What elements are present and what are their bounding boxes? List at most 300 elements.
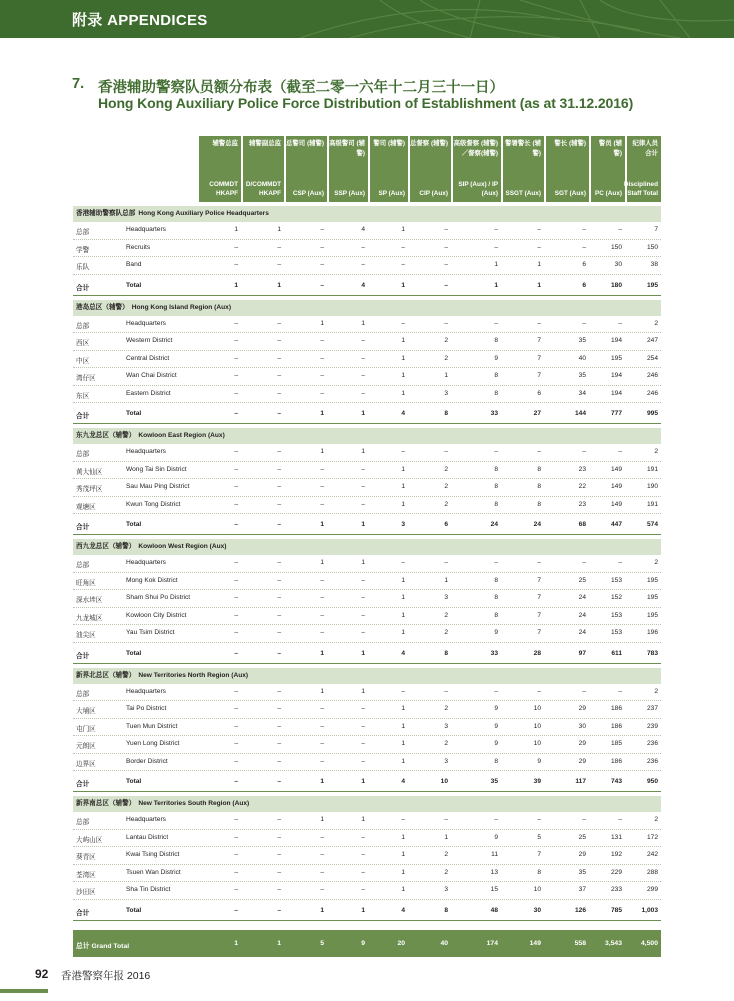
cell-value: –	[444, 319, 448, 327]
cell-value: 247	[646, 337, 658, 344]
column-header-zh: 高级警司 (辅警)	[329, 140, 365, 157]
total-label-en: Total	[126, 281, 142, 289]
cell-value: 7	[537, 372, 541, 379]
column-header-en: Disciplined Staff Total	[623, 181, 658, 197]
section-header	[73, 539, 661, 555]
cell-value: –	[361, 833, 365, 841]
cell-value: –	[361, 886, 365, 893]
cell-value: 1	[444, 576, 448, 584]
cell-value: –	[361, 629, 365, 636]
cell-value: 2	[444, 465, 448, 473]
column-header-en: PC (Aux)	[595, 190, 622, 197]
cell-value: 7	[654, 226, 658, 233]
column-header-zh: 总警司 (辅警)	[286, 140, 324, 147]
row-label-en: Wong Tai Sin District	[126, 465, 187, 473]
section-header	[73, 668, 661, 684]
cell-value: –	[277, 483, 281, 490]
cell-value: 24	[578, 629, 586, 636]
cell-value: 3	[444, 722, 448, 730]
cell-value: 1	[401, 372, 405, 379]
cell-value: 186	[610, 757, 622, 765]
cell-value: 2	[444, 337, 448, 344]
cell-value: –	[234, 629, 238, 636]
cell-value: –	[234, 465, 238, 473]
grand-total-row	[73, 930, 661, 957]
cell-value: 33	[490, 410, 498, 417]
cell-value: 11	[491, 851, 498, 858]
cell-value: 144	[574, 410, 586, 417]
row-label-zh: 观塘区	[76, 503, 96, 511]
total-label-en: Total	[126, 649, 142, 657]
cell-value: –	[320, 281, 324, 289]
table-row	[73, 368, 661, 386]
cell-value: –	[361, 372, 365, 379]
cell-value: 7	[537, 611, 541, 619]
cell-value: 8	[494, 465, 498, 473]
grand-total-value: 20	[397, 939, 405, 947]
cell-value: 8	[494, 611, 498, 619]
cell-value: 1	[361, 521, 365, 528]
column-header-en: CIP (Aux)	[419, 190, 448, 197]
cell-value: –	[234, 649, 238, 657]
cell-value: 153	[610, 611, 622, 619]
cell-value: –	[361, 611, 365, 619]
cell-value: –	[582, 559, 586, 566]
cell-value: 950	[646, 778, 658, 785]
total-label-zh: 合计	[76, 284, 90, 292]
cell-value: 9	[494, 722, 498, 730]
cell-value: –	[320, 372, 324, 379]
section-name-en: Kowloon East Region (Aux)	[138, 432, 225, 439]
cell-value: –	[361, 576, 365, 584]
row-label-zh: 学警	[76, 246, 90, 254]
cell-value: –	[444, 448, 448, 455]
total-label-en: Total	[126, 410, 142, 417]
cell-value: –	[234, 448, 238, 455]
cell-value: –	[361, 705, 365, 712]
grand-total-value: 149	[529, 939, 541, 947]
cell-value: 2	[444, 740, 448, 747]
cell-value: –	[234, 722, 238, 730]
section-name-zh: 新界北总区（辅警）	[76, 671, 136, 679]
column-header-en: D/COMMDT HKAPF	[245, 181, 281, 197]
cell-value: 7	[537, 354, 541, 362]
cell-value: 27	[533, 410, 541, 417]
row-label-zh: 深水埗区	[76, 597, 103, 604]
cell-value: 6	[582, 261, 586, 268]
cell-value: –	[401, 559, 405, 566]
cell-value: 1	[361, 448, 365, 455]
cell-value: 29	[578, 851, 586, 858]
cell-value: –	[494, 687, 498, 695]
column-header	[243, 136, 284, 202]
grand-total-value: 558	[574, 939, 586, 947]
table-row	[73, 333, 661, 351]
row-label-zh: 中区	[76, 357, 90, 365]
table-row	[73, 240, 661, 258]
row-label-zh: 九龙城区	[76, 614, 103, 622]
cell-value: –	[277, 649, 281, 657]
section-total-row	[73, 643, 661, 664]
cell-value: 1	[320, 521, 324, 528]
cell-value: –	[234, 778, 238, 785]
cell-value: –	[361, 740, 365, 747]
cell-value: –	[234, 906, 238, 914]
cell-value: –	[494, 448, 498, 455]
row-label-en: Border District	[126, 757, 168, 765]
column-header	[370, 136, 408, 202]
cell-value: 743	[610, 778, 622, 785]
cell-value: 1	[401, 354, 405, 362]
cell-value: 1	[401, 757, 405, 765]
cell-value: 1	[361, 906, 365, 914]
cell-value: –	[494, 226, 498, 233]
cell-value: 3	[444, 594, 448, 601]
table-row	[73, 590, 661, 608]
cell-value: 194	[610, 389, 622, 397]
cell-value: 152	[610, 594, 622, 601]
cell-value: 1	[234, 226, 238, 233]
cell-value: 242	[646, 851, 658, 858]
cell-value: –	[361, 261, 365, 268]
cell-value: –	[277, 740, 281, 747]
cell-value: 8	[537, 465, 541, 473]
cell-value: –	[277, 576, 281, 584]
cell-value: 40	[578, 354, 586, 362]
cell-value: 447	[610, 521, 622, 528]
cell-value: 2	[444, 611, 448, 619]
cell-value: 8	[494, 500, 498, 508]
cell-value: 246	[646, 389, 658, 397]
cell-value: 236	[646, 757, 658, 765]
table-row	[73, 444, 661, 462]
cell-value: 2	[444, 868, 448, 876]
grand-total-label: 总计 Grand Total	[76, 942, 130, 950]
row-label-en: Western District	[126, 337, 173, 344]
row-label-zh: 边界区	[76, 760, 96, 768]
cell-value: –	[277, 319, 281, 327]
cell-value: 3	[401, 521, 405, 528]
cell-value: 777	[610, 410, 622, 417]
cell-value: 1	[320, 410, 324, 417]
column-header	[623, 136, 661, 202]
cell-value: 150	[646, 243, 658, 251]
cell-value: 7	[537, 337, 541, 344]
cell-value: 9	[494, 740, 498, 747]
cell-value: 1	[234, 281, 238, 289]
column-header-en: CSP (Aux)	[292, 190, 324, 197]
table-row	[73, 701, 661, 719]
column-header-zh: 警署警长 (辅警)	[505, 140, 541, 157]
cell-value: 35	[578, 868, 586, 876]
cell-value: 1	[320, 319, 324, 327]
cell-value: –	[444, 261, 448, 268]
cell-value: 7	[537, 851, 541, 858]
cell-value: –	[444, 687, 448, 695]
cell-value: 190	[646, 483, 658, 490]
section-name-zh: 新界南总区（辅警）	[76, 800, 136, 807]
row-label-en: Headquarters	[126, 448, 166, 455]
cell-value: 37	[578, 886, 586, 893]
table-row	[73, 812, 661, 830]
table-row	[73, 351, 661, 369]
cell-value: 1	[320, 649, 324, 657]
cell-value: –	[401, 448, 405, 455]
row-label-zh: 大屿山区	[76, 836, 103, 844]
row-label-en: Yau Tsim District	[126, 629, 175, 636]
cell-value: 30	[578, 722, 586, 730]
column-header	[591, 136, 625, 202]
cell-value: –	[234, 886, 238, 893]
cell-value: –	[494, 816, 498, 823]
cell-value: 4	[401, 906, 405, 914]
cell-value: 97	[578, 649, 586, 657]
column-header	[410, 136, 451, 202]
cell-value: –	[277, 833, 281, 841]
cell-value: 995	[646, 410, 658, 417]
section-header	[73, 300, 661, 316]
cell-value: –	[320, 261, 324, 268]
cell-value: 1	[494, 261, 498, 268]
cell-value: –	[401, 243, 405, 251]
cell-value: 5	[537, 833, 541, 841]
cell-value: 8	[537, 868, 541, 876]
section-total-row	[73, 403, 661, 424]
cell-value: 23	[578, 465, 586, 473]
cell-value: –	[277, 354, 281, 362]
cell-value: –	[277, 594, 281, 601]
cell-value: 1	[401, 500, 405, 508]
cell-value: –	[277, 629, 281, 636]
cell-value: –	[234, 319, 238, 327]
section-total-row	[73, 275, 661, 296]
cell-value: –	[582, 319, 586, 327]
cell-value: 6	[582, 281, 586, 289]
row-label-en: Yuen Long District	[126, 740, 180, 747]
table-row	[73, 462, 661, 480]
cell-value: –	[234, 816, 238, 823]
row-label-en: Band	[126, 261, 142, 268]
section-header	[73, 796, 661, 812]
row-label-en: Headquarters	[126, 559, 166, 566]
column-header	[453, 136, 501, 202]
cell-value: 2	[444, 500, 448, 508]
row-label-zh: 元朗区	[76, 743, 96, 750]
cell-value: 195	[646, 281, 658, 289]
cell-value: –	[361, 868, 365, 876]
cell-value: 8	[494, 576, 498, 584]
cell-value: –	[320, 868, 324, 876]
cell-value: 4	[401, 778, 405, 785]
cell-value: –	[320, 851, 324, 858]
row-label-zh: 总部	[76, 819, 90, 826]
grand-total-value: 5	[320, 939, 324, 947]
cell-value: 1	[401, 705, 405, 712]
cell-value: 8	[444, 906, 448, 914]
row-label-en: Sau Mau Ping District	[126, 483, 190, 490]
cell-value: 195	[646, 576, 658, 584]
footer-accent-bar	[0, 989, 48, 993]
row-label-en: Tai Po District	[126, 705, 167, 712]
cell-value: 68	[578, 521, 586, 528]
cell-value: 288	[646, 868, 658, 876]
cell-value: 7	[537, 576, 541, 584]
cell-value: 8	[494, 483, 498, 490]
cell-value: –	[320, 226, 324, 233]
cell-value: 24	[578, 611, 586, 619]
cell-value: –	[618, 448, 622, 455]
cell-value: –	[537, 559, 541, 566]
cell-value: –	[401, 687, 405, 695]
cell-value: 180	[610, 281, 622, 289]
table-header	[73, 136, 661, 202]
row-label-zh: 荃湾区	[76, 871, 96, 879]
row-label-zh: 总部	[76, 322, 90, 330]
cell-value: 186	[610, 722, 622, 730]
publication-name: 香港警察年报 2016	[61, 970, 151, 982]
total-label-zh: 合计	[76, 652, 90, 660]
row-label-zh: 大埔区	[76, 708, 96, 715]
cell-value: –	[444, 559, 448, 566]
cell-value: 1	[320, 687, 324, 695]
cell-value: –	[537, 687, 541, 695]
section-name-zh: 西九龙总区（辅警）	[76, 543, 136, 550]
row-label-en: Sham Shui Po District	[126, 594, 191, 601]
cell-value: 7	[537, 594, 541, 601]
total-label-en: Total	[126, 521, 142, 528]
cell-value: 131	[610, 833, 622, 841]
grand-total-value: 9	[361, 939, 365, 947]
cell-value: –	[277, 757, 281, 765]
cell-value: 9	[494, 629, 498, 636]
cell-value: 1	[401, 389, 405, 397]
cell-value: 150	[610, 243, 622, 251]
title-chinese: 香港辅助警察队员额分布表（截至二零一六年十二月三十一日）	[98, 80, 504, 96]
cell-value: 1	[444, 372, 448, 379]
table-row	[73, 555, 661, 573]
grand-total-value: 3,543	[604, 939, 622, 947]
cell-value: 2	[444, 354, 448, 362]
table-row	[73, 684, 661, 702]
cell-value: 23	[578, 500, 586, 508]
column-header-en: SGT (Aux)	[554, 190, 586, 197]
cell-value: 8	[537, 483, 541, 490]
table-row	[73, 573, 661, 591]
cell-value: –	[277, 465, 281, 473]
section-name-en: New Territories South Region (Aux)	[138, 800, 250, 807]
cell-value: –	[618, 319, 622, 327]
cell-value: –	[537, 816, 541, 823]
cell-value: 1	[494, 281, 498, 289]
row-label-zh: 湾仔区	[76, 375, 96, 382]
appendices-header-bar	[0, 0, 734, 38]
cell-value: 239	[646, 722, 658, 730]
column-header-en: SSGT (Aux)	[505, 190, 541, 197]
establishment-table	[73, 136, 661, 957]
cell-value: 1,003	[641, 906, 658, 914]
cell-value: 1	[401, 576, 405, 584]
cell-value: –	[234, 354, 238, 362]
cell-value: –	[320, 629, 324, 636]
grand-total-value: 1	[277, 939, 281, 947]
grand-total-value: 174	[486, 939, 498, 947]
cell-value: 10	[533, 705, 541, 712]
cell-value: –	[277, 261, 281, 268]
cell-value: 2	[444, 851, 448, 858]
section-header-label: 附录 APPENDICES	[72, 12, 208, 29]
cell-value: 1	[320, 448, 324, 455]
cell-value: –	[277, 816, 281, 823]
cell-value: 117	[575, 778, 586, 785]
cell-value: 1	[401, 611, 405, 619]
table-row	[73, 479, 661, 497]
cell-value: 30	[614, 261, 622, 268]
cell-value: 186	[610, 705, 622, 712]
cell-value: –	[234, 483, 238, 490]
cell-value: 1	[401, 594, 405, 601]
page-number: 92	[35, 967, 49, 981]
cell-value: 1	[277, 281, 281, 289]
row-label-en: Kowloon City District	[126, 611, 187, 619]
total-label-en: Total	[126, 906, 142, 914]
table-row	[73, 830, 661, 848]
cell-value: 1	[361, 410, 365, 417]
cell-value: –	[234, 372, 238, 379]
cell-value: 10	[533, 722, 541, 730]
cell-value: 6	[444, 521, 448, 528]
cell-value: 13	[490, 868, 498, 876]
row-label-en: Headquarters	[126, 319, 166, 327]
cell-value: 24	[490, 521, 498, 528]
cell-value: 8	[494, 757, 498, 765]
cell-value: –	[320, 611, 324, 619]
cell-value: 2	[654, 448, 658, 455]
cell-value: 10	[440, 778, 448, 785]
cell-value: 29	[578, 740, 586, 747]
row-label-en: Headquarters	[126, 816, 166, 823]
cell-value: 246	[646, 372, 658, 379]
title-number: 7.	[72, 76, 85, 92]
cell-value: –	[537, 319, 541, 327]
cell-value: –	[361, 851, 365, 858]
cell-value: –	[444, 816, 448, 823]
table-row	[73, 222, 661, 240]
cell-value: 4	[361, 281, 365, 289]
cell-value: –	[582, 226, 586, 233]
column-header	[503, 136, 544, 202]
cell-value: –	[361, 337, 365, 344]
cell-value: –	[401, 261, 405, 268]
cell-value: –	[618, 687, 622, 695]
cell-value: –	[320, 576, 324, 584]
row-label-zh: 东区	[76, 392, 90, 400]
cell-value: –	[277, 372, 281, 379]
cell-value: –	[320, 465, 324, 473]
table-row	[73, 625, 661, 643]
cell-value: –	[234, 261, 238, 268]
column-header	[199, 136, 241, 202]
cell-value: 8	[494, 337, 498, 344]
cell-value: –	[320, 705, 324, 712]
cell-value: –	[277, 559, 281, 566]
row-label-en: Lantau District	[126, 833, 169, 841]
cell-value: –	[234, 868, 238, 876]
cell-value: 1	[401, 281, 405, 289]
cell-value: 30	[533, 906, 541, 914]
cell-value: –	[361, 594, 365, 601]
cell-value: 229	[610, 868, 622, 876]
cell-value: 10	[533, 740, 541, 747]
